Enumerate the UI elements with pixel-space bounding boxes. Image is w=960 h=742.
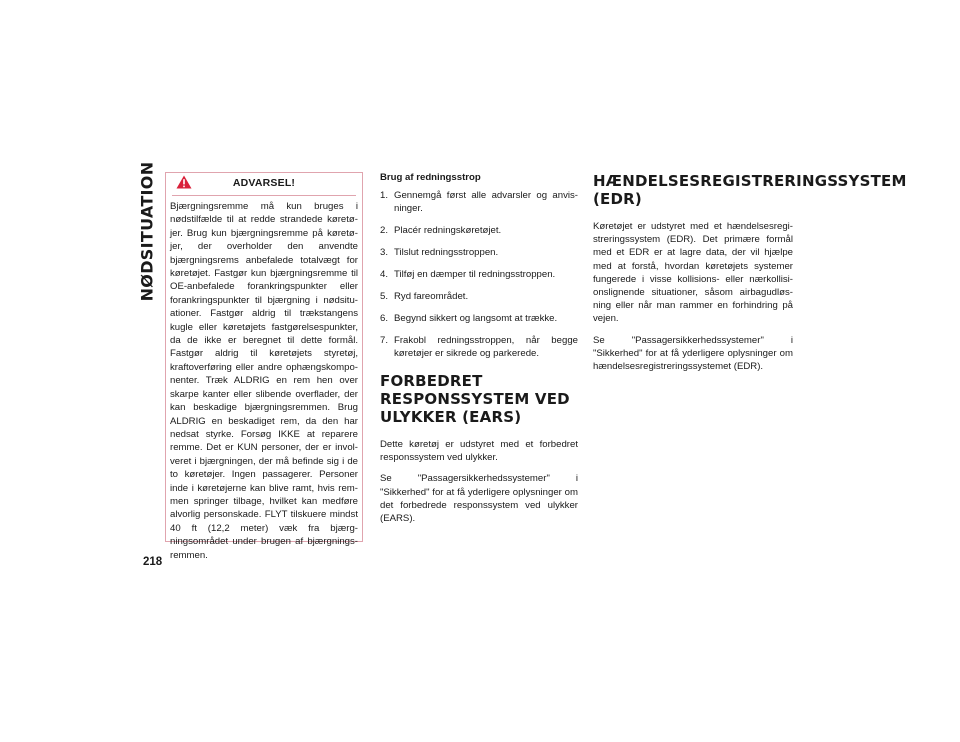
step-number: 2. <box>380 225 389 236</box>
step-number: 3. <box>380 247 389 258</box>
step-text: Begynd sikkert og langsomt at trække. <box>394 313 558 324</box>
step-number: 7. <box>380 335 389 346</box>
ears-paragraph: Dette køretøj er udstyret med et forbedret responssystem ved ulykker. <box>380 439 578 464</box>
ears-heading: FORBEDRET RESPONSSYSTEM VED ULYKKER (EARS) <box>380 372 570 426</box>
step-text: Gennemgå først alle advarsler og anvisninger. <box>394 190 578 214</box>
chapter-side-tab <box>136 161 158 301</box>
column-right <box>593 172 907 381</box>
list-item <box>380 246 578 259</box>
warning-text: Bjærgningsremme må kun bruges i nødstilfælde til at redde strandede køretøjer. Brug kun bjærgningsremme på køretøjer, der overholder den anvendte bjærgningsrems anbefalede totalvægt for køretøjet. Fastgør kun bjærgningsremme til OE-anbefalede forankringspunkter eller forankringspunkter til bjærgning i nødsituationer. Fastgør aldrig til trækstangens kugle eller køretøjets fastgørelsespunkter, da de ikke er beregnet til dette formål. Fastgør aldrig til køretøjets styretøj, kraftoverføring eller andre ophængskomponenter. Træk ALDRIG en rem hen over skarpe kanter eller slibende overflader, der kan beskadige bjærgningsremmen. Brug ALDRIG en beskadiget rem, da den har nedsat styrke. Forsøg IKKE at reparere remme. Det er KUN personer, der er involveret i bjærgningen, der må befinde sig i de to køretøjer. Ingen passagerer. Personer inde i køretøjerne kan blive ramt, hvis remmen springer tilbage, hvilket kan medføre alvorlig personskade. FLYT tilskuere mindst 40 ft (12,2 meter) væk fra bjærgningsområdet under brugen af bjærgningsremmen. <box>170 201 358 561</box>
ears-paragraph: Se "Passagersikkerhedssystemer" i "Sikkerhed" for at få yderligere oplysninger om det forbedrede responssystem ved ulykker (EARS). <box>380 473 578 525</box>
step-text: Tilslut redningsstroppen. <box>394 247 499 258</box>
warning-header <box>172 173 356 196</box>
warning-title: ADVARSEL! <box>232 177 296 189</box>
edr-heading: HÆNDELSESREGISTRERINGSSYSTEM (EDR) <box>593 172 907 208</box>
strap-heading: Brug af redningsstrop <box>380 172 481 183</box>
step-text: Frakobl redningsstroppen, når begge køretøjer er sikrede og parkerede. <box>394 335 578 359</box>
edr-paragraph: Køretøjet er udstyret med et hændelsesregistreringssystem (EDR). Det primære formål med et EDR er at lagre data, der vil hjælpe med at forstå, hvordan køretøjets systemer fungerede i visse kollisions- eller nærkollisionslignende situationer, såsom airbagudløsning eller når man rammer en forhindring på vejen. <box>593 221 793 325</box>
column-middle <box>380 172 578 533</box>
step-text: Tilføj en dæmper til redningsstroppen. <box>394 269 556 280</box>
list-item <box>380 334 578 360</box>
step-text: Ryd fareområdet. <box>394 291 469 302</box>
strap-steps-list <box>380 189 578 360</box>
list-item <box>380 224 578 237</box>
warning-box <box>165 172 363 561</box>
list-item <box>380 189 578 215</box>
list-item <box>380 268 578 281</box>
list-item <box>380 290 578 303</box>
step-number: 5. <box>380 291 389 302</box>
step-number: 4. <box>380 269 389 280</box>
page-number: 218 <box>143 556 163 568</box>
chapter-title: NØDSITUATION <box>137 161 157 301</box>
edr-paragraph: Se "Passagersikkerhedssystemer" i "Sikkerhed" for at få yderligere oplysninger om hændelsesregistreringssystemet (EDR). <box>593 334 793 373</box>
step-number: 1. <box>380 190 389 201</box>
list-item <box>380 312 578 325</box>
step-text: Placér redningskøretøjet. <box>394 225 502 236</box>
step-number: 6. <box>380 313 389 324</box>
